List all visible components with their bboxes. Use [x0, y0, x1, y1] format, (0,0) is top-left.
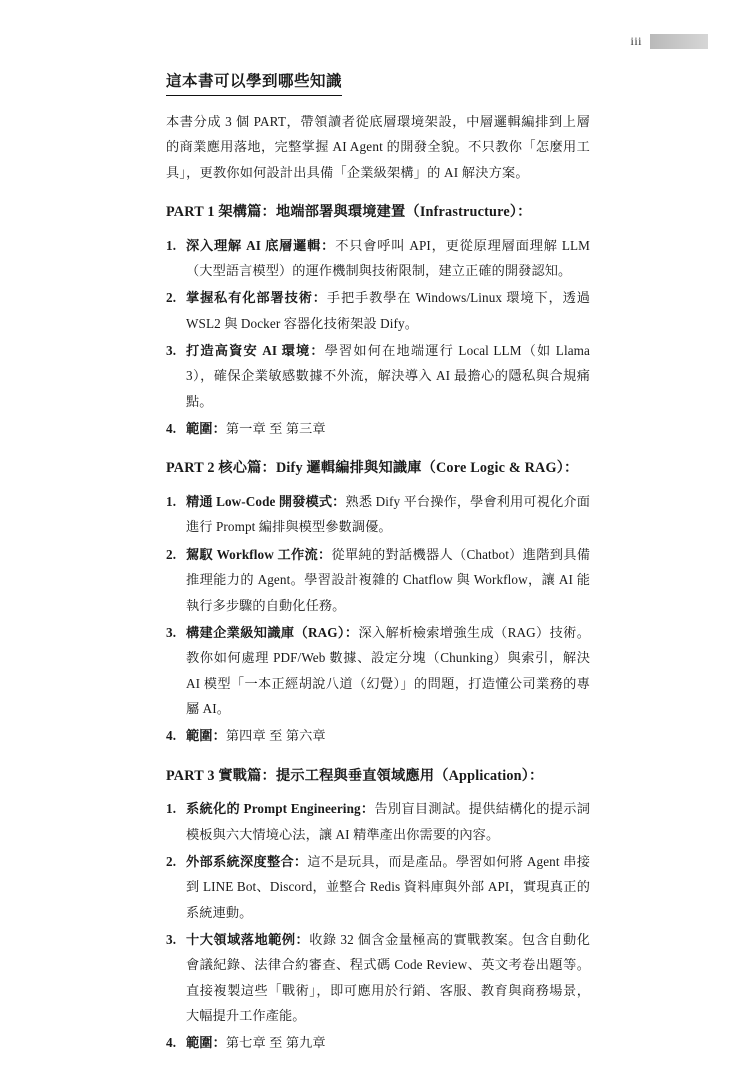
part-list-3	[166, 796, 590, 1055]
list-item-lead: 範圍：	[186, 728, 226, 744]
part-list-2	[166, 489, 590, 748]
list-item-body: 第一章 至 第三章	[225, 421, 326, 437]
list-item-lead: 打造高資安 AI 環境：	[186, 343, 325, 359]
part-heading-3: PART 3 實戰篇：提示工程與垂直領域應用（Application）：	[166, 767, 544, 784]
list-item-lead: 十大領域落地範例：	[186, 932, 310, 948]
list-item-lead: 構建企業級知識庫（RAG）：	[186, 624, 359, 640]
list-item-body: 深入解析檢索增強生成（RAG）技術。教你如何處理 PDF/Web 數據、設定分塊（Chunking）與索引，解決 AI 模型「一本正經胡說八道（幻覺）」的問題，打造懂公司業務的專屬 AI。	[186, 624, 590, 716]
list-item	[166, 927, 590, 1028]
part-section-3	[166, 765, 590, 1056]
list-item-body: 學習如何在地端運行 Local LLM（如 Llama 3），確保企業敏感數據不外流，解決導入 AI 最擔心的隱私與合規痛點。	[186, 343, 590, 409]
list-item-body: 第四章 至 第六章	[225, 728, 326, 744]
list-item-lead: 掌握私有化部署技術：	[186, 290, 327, 306]
list-item-lead: 駕馭 Workflow 工作流：	[186, 546, 332, 562]
list-item	[166, 416, 590, 441]
intro-paragraph: 本書分成 3 個 PART，帶領讀者從底層環境架設，中層邏輯編排到上層的商業應用落地，完整掌握 AI Agent 的開發全貌。不只教你「怎麼用工具」，更教你如何設計出具備「企業級架構」的 AI 解決方案。	[166, 113, 590, 180]
page-content	[166, 72, 590, 1072]
page-header	[630, 34, 708, 49]
list-item-lead: 外部系統深度整合：	[186, 853, 308, 869]
part-heading-1: PART 1 架構篇：地端部署與環境建置（Infrastructure）：	[166, 203, 532, 220]
list-item	[166, 796, 590, 847]
list-item-body: 不只會呼叫 API，更從原理層面理解 LLM（大型語言模型）的運作機制與技術限制，建立正確的開發認知。	[186, 237, 590, 279]
part-section-2	[166, 457, 590, 748]
list-item-body: 收錄 32 個含金量極高的實戰教案。包含自動化會議紀錄、法律合約審查、程式碼 Code Review、英文考卷出題等。直接複製這些「戰術」，即可應用於行銷、客服、教育與商務場景，大幅提升工作產能。	[186, 932, 590, 1024]
part-section-1	[166, 201, 590, 441]
list-item-body: 這不是玩具，而是產品。學習如何將 Agent 串接到 LINE Bot、Discord，並整合 Redis 資料庫與外部 API，實現真正的系統連動。	[186, 853, 590, 920]
list-item-body: 第七章 至 第九章	[225, 1035, 326, 1051]
list-item	[166, 849, 590, 925]
part-list-1	[166, 233, 590, 442]
list-item-body: 從單純的對話機器人（Chatbot）進階到具備推理能力的 Agent。學習設計複雜的 Chatflow 與 Workflow，讓 AI 能執行多步驟的自動化任務。	[186, 546, 590, 613]
list-item-body: 手把手教學在 Windows/Linux 環境下，透過 WSL2 與 Docker 容器化技術架設 Dify。	[186, 290, 590, 331]
list-item-body: 告別盲目測試。提供結構化的提示詞模板與六大情境心法，讓 AI 精準產出你需要的內容。	[186, 801, 590, 842]
list-item-lead: 範圍：	[186, 421, 226, 437]
list-item-lead: 範圍：	[186, 1035, 226, 1051]
header-decoration-block	[650, 34, 708, 49]
list-item	[166, 338, 590, 414]
page-title: 這本書可以學到哪些知識	[166, 72, 342, 96]
list-item-lead: 精通 Low-Code 開發模式：	[186, 494, 346, 510]
list-item	[166, 620, 590, 721]
folio-number: iii	[630, 34, 642, 48]
list-item-lead: 深入理解 AI 底層邏輯：	[186, 237, 336, 253]
list-item	[166, 285, 590, 336]
list-item	[166, 233, 590, 284]
list-item-lead: 系統化的 Prompt Engineering：	[186, 801, 375, 817]
list-item	[166, 1030, 590, 1055]
list-item	[166, 542, 590, 618]
list-item	[166, 723, 590, 748]
list-item-body: 熟悉 Dify 平台操作，學會利用可視化介面進行 Prompt 編排與模型參數調優。	[186, 494, 590, 535]
part-heading-2: PART 2 核心篇：Dify 邏輯編排與知識庫（Core Logic & RAG）：	[166, 460, 579, 477]
list-item	[166, 489, 590, 540]
